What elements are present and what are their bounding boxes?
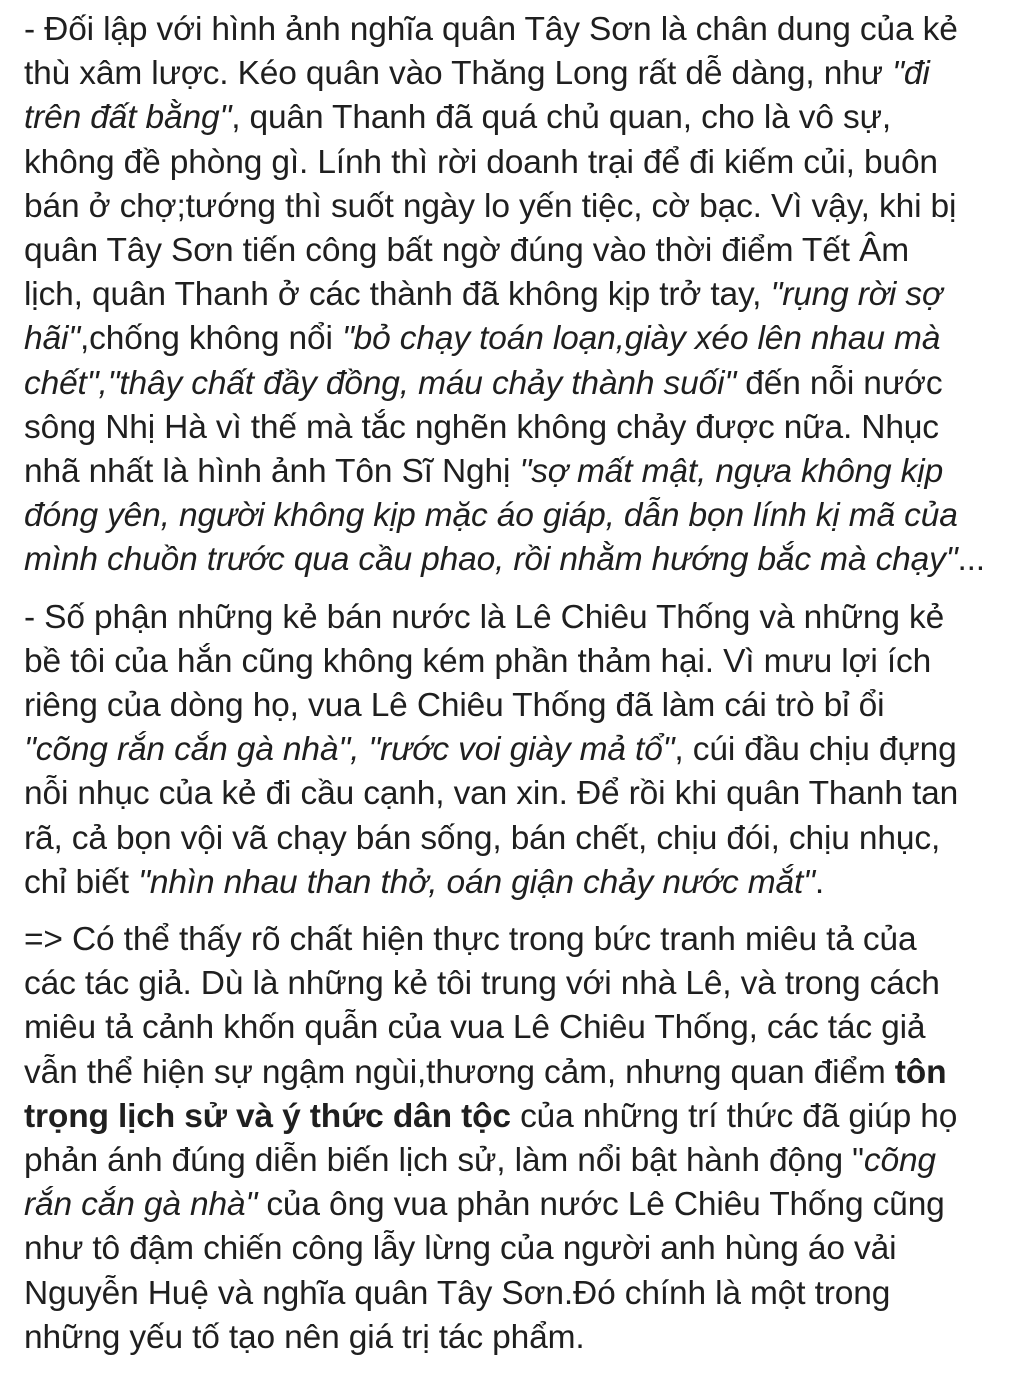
text-segment: những yếu tố tạo nên giá trị tác phẩm. xyxy=(24,1318,585,1356)
text-line xyxy=(24,8,999,52)
text-segment: vẫn thể hiện sự ngậm ngùi,thương cảm, nhưng quan điểm xyxy=(24,1053,895,1091)
text-segment: , quân Thanh đã quá chủ quan, cho là vô sự, xyxy=(231,99,892,137)
text-line xyxy=(24,861,999,905)
text-segment: nhã nhất là hình ảnh Tôn Sĩ Nghị xyxy=(24,453,520,491)
text-line xyxy=(24,273,999,317)
text-segment: phản ánh đúng diễn biến lịch sử, làm nổi bật hành động " xyxy=(24,1142,864,1180)
document-body xyxy=(24,8,999,1360)
text-line xyxy=(24,1139,999,1183)
text-segment: các tác giả. Dù là những kẻ tôi trung với nhà Lê, và trong cách xyxy=(24,965,940,1003)
text-segment: riêng của dòng họ, vua Lê Chiêu Thống đã làm cái trò bỉ ổi xyxy=(24,687,885,725)
italic-quote-text: trên đất bằng" xyxy=(24,99,232,137)
text-segment: như tô đậm chiến công lẫy lừng của người anh hùng áo vải xyxy=(24,1230,897,1268)
text-segment: Nguyễn Huệ và nghĩa quân Tây Sơn.Đó chính là một trong xyxy=(24,1274,891,1312)
text-line xyxy=(24,96,999,140)
text-line xyxy=(24,185,999,229)
text-line xyxy=(24,362,999,406)
text-segment: => Có thể thấy rõ chất hiện thực trong bức tranh miêu tả của xyxy=(24,921,917,959)
text-line xyxy=(24,229,999,273)
text-segment: rã, cả bọn vội vã chạy bán sống, bán chết, chịu đói, chịu nhục, xyxy=(24,819,941,857)
text-line xyxy=(24,728,999,772)
text-segment: , cúi đầu chịu đựng xyxy=(674,731,957,769)
text-segment: quân Tây Sơn tiến công bất ngờ đúng vào thời điểm Tết Âm xyxy=(24,232,909,270)
text-segment: của ông vua phản nước Lê Chiêu Thống cũng xyxy=(257,1186,945,1224)
text-segment: ,chống không nổi xyxy=(80,320,342,358)
italic-quote-text: rắn cắn gà nhà" xyxy=(24,1186,258,1224)
italic-quote-text: "đi xyxy=(892,55,930,93)
text-segment: ... xyxy=(957,541,985,579)
text-line xyxy=(24,772,999,816)
italic-quote-text: "sợ mất mật, ngựa không kịp xyxy=(519,453,944,491)
text-line xyxy=(24,596,999,640)
text-line xyxy=(24,1227,999,1271)
text-segment: nỗi nhục của kẻ đi cầu cạnh, van xin. Để rồi khi quân Thanh tan xyxy=(24,775,959,813)
text-line xyxy=(24,1006,999,1050)
text-line xyxy=(24,640,999,684)
text-line xyxy=(24,141,999,185)
text-segment: - Số phận những kẻ bán nước là Lê Chiêu Thống và những kẻ xyxy=(24,598,945,636)
text-segment: chỉ biết xyxy=(24,863,139,901)
text-line xyxy=(24,317,999,361)
italic-quote-text: "rụng rời sợ xyxy=(770,276,943,314)
italic-quote-text: hãi" xyxy=(24,320,80,358)
paragraph xyxy=(24,918,999,1360)
text-segment: lịch, quân Thanh ở các thành đã không kịp trở tay, xyxy=(24,276,771,314)
text-line xyxy=(24,406,999,450)
bold-text: tôn xyxy=(894,1053,947,1091)
text-line xyxy=(24,1051,999,1095)
text-segment: sông Nhị Hà vì thế mà tắc nghẽn không chảy được nữa. Nhục xyxy=(24,408,939,446)
text-line xyxy=(24,962,999,1006)
paragraph xyxy=(24,8,999,583)
italic-quote-text: "bỏ chạy toán loạn,giày xéo lên nhau mà xyxy=(341,320,941,358)
text-segment: không đề phòng gì. Lính thì rời doanh trại để đi kiếm củi, buôn xyxy=(24,143,938,181)
text-segment: bề tôi của hắn cũng không kém phần thảm hại. Vì mưu lợi ích xyxy=(24,642,932,680)
italic-quote-text: đóng yên, người không kịp mặc áo giáp, dẫn bọn lính kị mã của xyxy=(24,497,958,535)
italic-quote-text: cõng xyxy=(863,1142,936,1180)
italic-quote-text: "cõng rắn cắn gà nhà", "rước voi giày mả tổ" xyxy=(24,731,675,769)
paragraph xyxy=(24,596,999,905)
text-segment: miêu tả cảnh khốn quẫn của vua Lê Chiêu Thống, các tác giả xyxy=(24,1009,926,1047)
text-line xyxy=(24,1095,999,1139)
bold-text: trọng lịch sử và ý thức dân tộc xyxy=(24,1097,511,1135)
text-line xyxy=(24,684,999,728)
italic-quote-text: chết","thây chất đầy đồng, máu chảy thành suối" xyxy=(24,364,737,402)
italic-quote-text: "nhìn nhau than thở, oán giận chảy nước mắt" xyxy=(138,863,815,901)
text-line xyxy=(24,494,999,538)
text-segment: - Đối lập với hình ảnh nghĩa quân Tây Sơn là chân dung của kẻ xyxy=(24,11,958,48)
text-segment: . xyxy=(814,863,825,901)
text-line xyxy=(24,817,999,861)
text-line xyxy=(24,450,999,494)
text-line xyxy=(24,1316,999,1360)
text-segment: của những trí thức đã giúp họ xyxy=(510,1097,958,1135)
text-segment: đến nỗi nước xyxy=(736,364,943,402)
text-line xyxy=(24,52,999,96)
text-line xyxy=(24,918,999,962)
text-segment: bán ở chợ;tướng thì suốt ngày lo yến tiệc, cờ bạc. Vì vậy, khi bị xyxy=(24,187,957,225)
text-line xyxy=(24,538,999,582)
text-segment: thù xâm lược. Kéo quân vào Thăng Long rất dễ dàng, như xyxy=(24,55,893,93)
italic-quote-text: mình chuồn trước qua cầu phao, rồi nhằm hướng bắc mà chạy" xyxy=(24,541,958,579)
text-line xyxy=(24,1272,999,1316)
text-line xyxy=(24,1183,999,1227)
